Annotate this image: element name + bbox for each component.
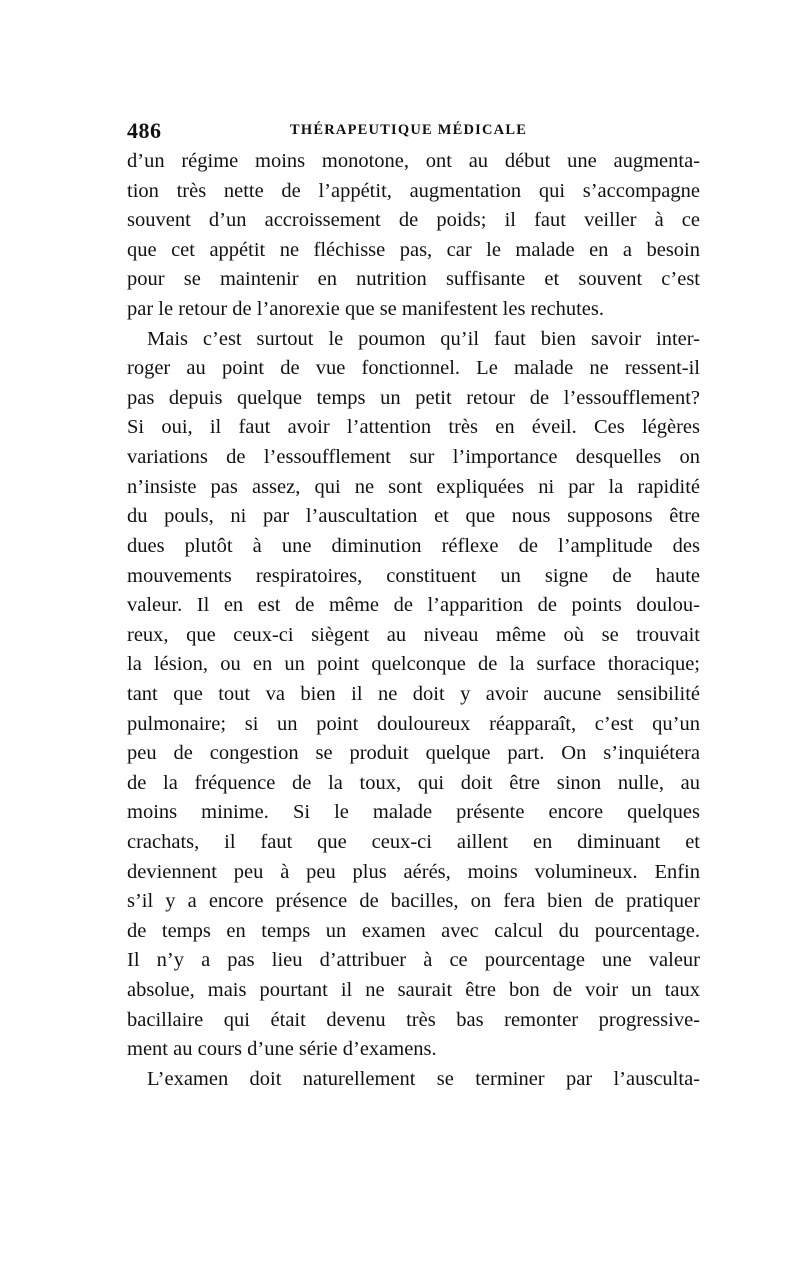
text-line: pas depuis quelque temps un petit retour de l’essoufflement?	[127, 386, 700, 409]
text-line: absolue, mais pourtant il ne saurait être bon de voir un taux	[127, 979, 700, 1002]
text-line: pulmonaire; si un point douloureux réapparaît, c’est qu’un	[127, 712, 700, 735]
text-line: reux, que ceux-ci siègent au niveau même où se trouvait	[127, 623, 700, 646]
text-line: peu de congestion se produit quelque part. On s’inquiétera	[127, 742, 700, 765]
text-line: bacillaire qui était devenu très bas remonter progressive-	[127, 1008, 700, 1031]
text-line: tion très nette de l’appétit, augmentation qui s’accompagne	[127, 179, 700, 202]
text-line: roger au point de vue fonctionnel. Le malade ne ressent-il	[127, 357, 700, 380]
running-head: THÉRAPEUTIQUE MÉDICALE	[290, 122, 528, 138]
text-line: crachats, il faut que ceux-ci aillent en diminuant et	[127, 831, 700, 854]
text-line: du pouls, ni par l’auscultation et que nous supposons être	[127, 505, 700, 528]
text-line: pour se maintenir en nutrition suffisante et souvent c’est	[127, 268, 700, 291]
text-line: Il n’y a pas lieu d’attribuer à ce pourcentage une valeur	[127, 949, 700, 972]
text-line: variations de l’essoufflement sur l’importance desquelles on	[127, 446, 700, 469]
text-line: dues plutôt à une diminution réflexe de l’amplitude des	[127, 534, 700, 557]
text-line: tant que tout va bien il ne doit y avoir aucune sensibilité	[127, 682, 700, 705]
text-line: que cet appétit ne fléchisse pas, car le malade en a besoin	[127, 238, 700, 261]
text-line: moins minime. Si le malade présente encore quelques	[127, 801, 700, 824]
text-line: deviennent peu à peu plus aérés, moins volumineux. Enfin	[127, 860, 700, 883]
text-line: n’insiste pas assez, qui ne sont expliquées ni par la rapidité	[127, 475, 700, 498]
text-line: valeur. Il en est de même de l’apparition de points doulou-	[127, 594, 700, 617]
text-line: ment au cours d’une série d’examens.	[127, 1038, 437, 1061]
text-line: par le retour de l’anorexie que se manifestent les rechutes.	[127, 298, 604, 321]
page-number: 486	[127, 118, 162, 143]
text-line: d’un régime moins monotone, ont au début une augmenta-	[127, 150, 700, 172]
text-line: L’examen doit naturellement se terminer par l’ausculta-	[147, 1067, 700, 1090]
text-line: mouvements respiratoires, constituent un signe de haute	[127, 564, 700, 587]
body-text	[127, 147, 700, 1095]
text-line: Mais c’est surtout le poumon qu’il faut bien savoir inter-	[147, 327, 700, 350]
text-line: de la fréquence de la toux, qui doit être sinon nulle, au	[127, 771, 700, 794]
text-line: s’il y a encore présence de bacilles, on fera bien de pratiquer	[127, 890, 700, 913]
text-line: Si oui, il faut avoir l’attention très en éveil. Ces légères	[127, 416, 700, 439]
text-line: souvent d’un accroissement de poids; il faut veiller à ce	[127, 209, 700, 232]
page-header	[112, 112, 700, 148]
text-line: de temps en temps un examen avec calcul du pourcentage.	[127, 919, 700, 942]
text-line: la lésion, ou en un point quelconque de la surface thoracique;	[127, 653, 700, 676]
